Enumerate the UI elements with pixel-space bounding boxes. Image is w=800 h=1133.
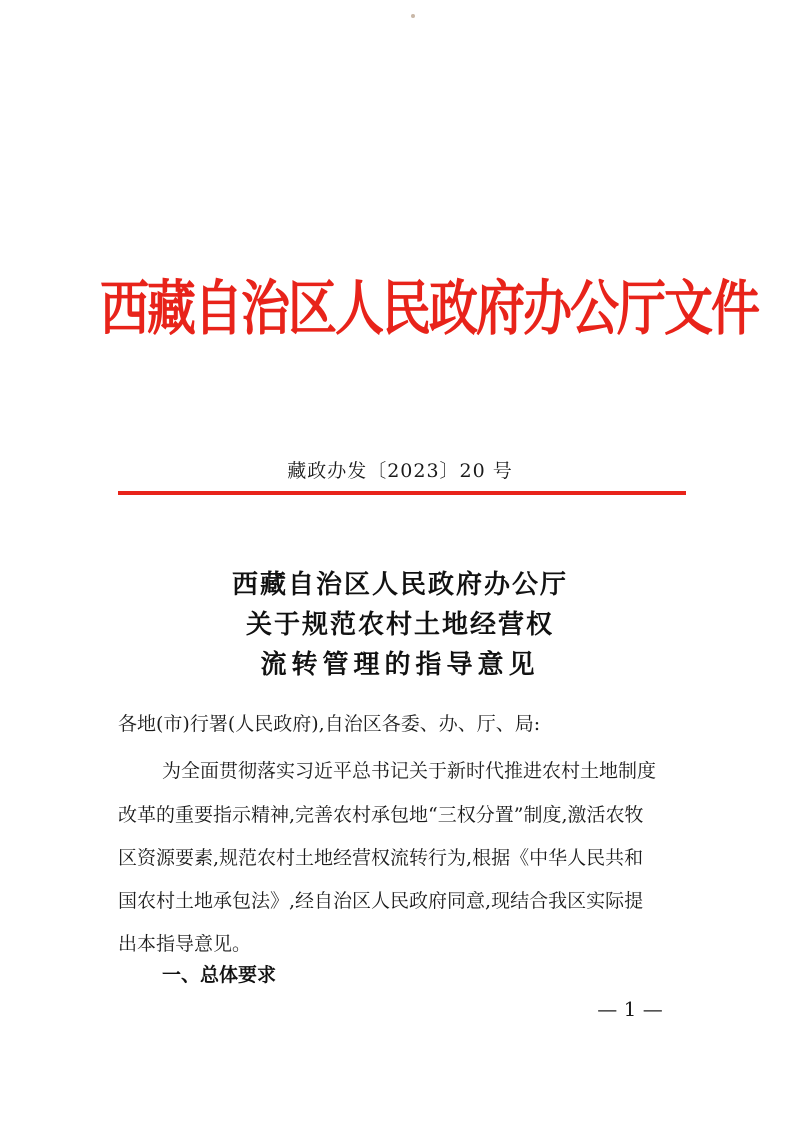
paragraph-line: 出本指导意见。	[118, 933, 252, 955]
section-heading: 一、总体要求	[162, 964, 277, 986]
paragraph-line: 为全面贯彻落实习近平总书记关于新时代推进农村土地制度	[162, 760, 657, 782]
paragraph-line: 国农村土地承包法》,经自治区人民政府同意,现结合我区实际提	[118, 890, 644, 912]
scan-speck	[411, 14, 415, 18]
document-number: 藏政办发〔2023〕20 号	[287, 460, 513, 482]
document-title-line-1: 西藏自治区人民政府办公厅	[231, 570, 568, 600]
document-title-line-3: 流转管理的指导意见	[260, 650, 540, 680]
paragraph-line: 区资源要素,规范农村土地经营权流转行为,根据《中华人民共和	[118, 847, 644, 869]
document-masthead: 西藏自治区人民政府办公厅文件	[100, 274, 759, 344]
document-title-line-2: 关于规范农村土地经营权	[245, 610, 554, 640]
salutation: 各地(市)行署(人民政府),自治区各委、办、厅、局:	[118, 713, 541, 735]
page-number: — 1 —	[597, 997, 663, 1021]
red-divider-line	[118, 491, 686, 495]
paragraph-line: 改革的重要指示精神,完善农村承包地“三权分置”制度,激活农牧	[118, 804, 644, 826]
